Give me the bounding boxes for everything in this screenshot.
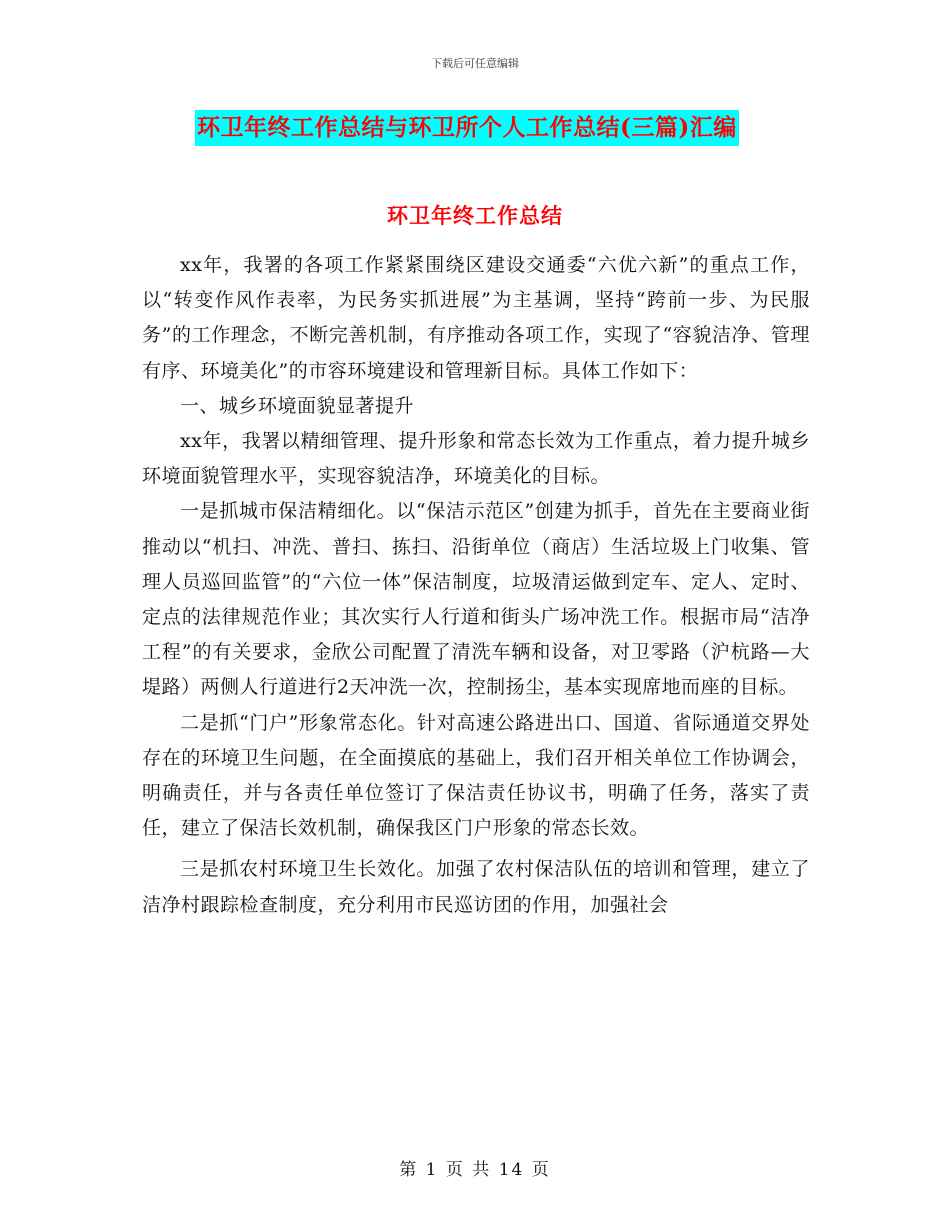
paragraph-point-2: 二是抓“门户”形象常态化。针对高速公路进出口、国道、省际通道交界处存在的环境卫生问题，在全面摸底的基础上，我们召开相关单位工作协调会，明确责任，并与各责任单位签订了保洁责任协议书，明确了任务，落实了责任，建立了保洁长效机制，确保我区门户形象的常态长效。 [142,711,810,840]
paragraph-point-1: 一是抓城市保洁精细化。以“保洁示范区”创建为抓手，首先在主要商业街推动以“机扫、冲洗、普扫、拣扫、沿街单位（商店）生活垃圾上门收集、管理人员巡回监管”的“六位一体”保洁制度，垃圾清运做到定车、定人、定时、定点的法律规范作业；其次实行人行道和街头广场冲洗工作。根据市局“洁净工程”的有关要求，金欣公司配置了清洗车辆和设备，对卫零路（沪杭路—大堤路）两侧人行道进行2天冲洗一次，控制扬尘，基本实现席地而座的目标。 [142,500,810,699]
header-note: 下载后可任意编辑 [431,57,519,70]
document-body [142,248,810,923]
paragraph-heading-1: 一、城乡环境面貌显著提升 [180,394,415,417]
paragraph-point-3: 三是抓农村环境卫生长效化。加强了农村保洁队伍的培训和管理，建立了洁净村跟踪检查制度，充分利用市民巡访团的作用，加强社会 [142,858,810,916]
paragraph-intro: xx年，我署的各项工作紧紧围绕区建设交通委“六优六新”的重点工作，以“转变作风作表率，为民务实抓进展”为主基调，坚持“跨前一步、为民服务”的工作理念，不断完善机制，有序推动各项工作，实现了“容貌洁净、管理有序、环境美化”的市容环境建设和管理新目标。具体工作如下： [142,254,810,382]
paragraph-overview: xx年，我署以精细管理、提升形象和常态长效为工作重点，着力提升城乡环境面貌管理水平，实现容貌洁净，环境美化的目标。 [142,430,810,488]
document-title: 环卫年终工作总结与环卫所个人工作总结(三篇)汇编 [195,110,739,146]
page-number: 第 1 页 共 14 页 [399,1160,551,1180]
section-title: 环卫年终工作总结 [387,203,563,228]
